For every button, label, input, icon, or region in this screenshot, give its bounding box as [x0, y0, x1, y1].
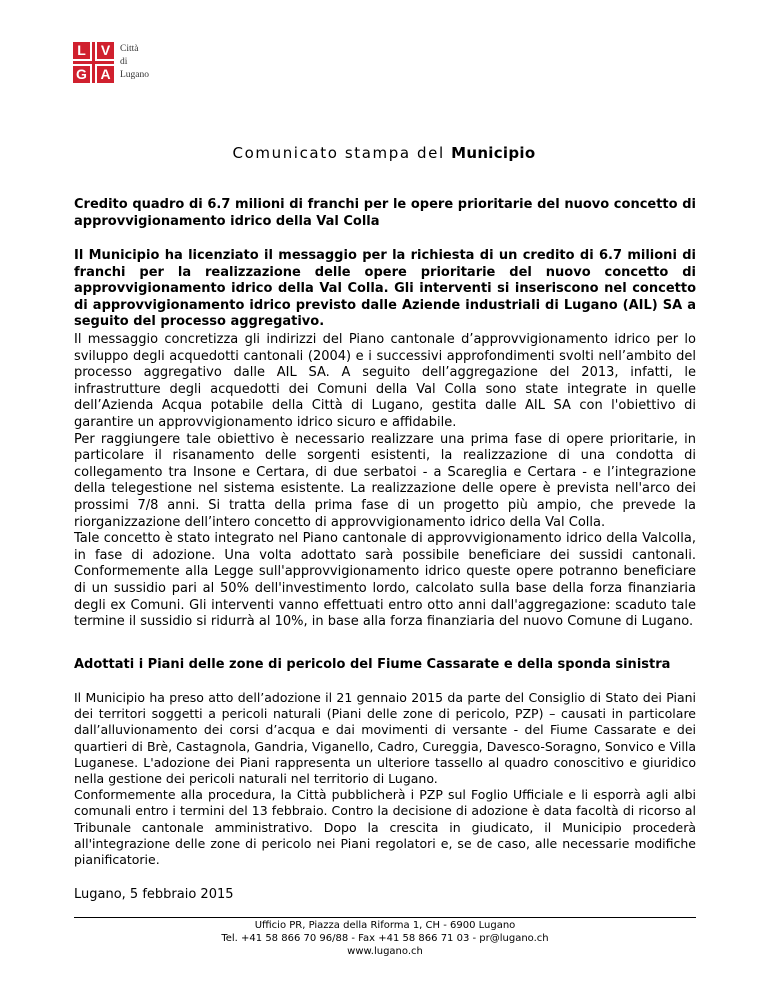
section2-body: [74, 690, 696, 868]
footer-address: Ufficio PR, Piazza della Riforma 1, CH - 6900 Lugano: [254, 920, 516, 931]
footer-website: www.lugano.ch: [347, 946, 423, 957]
section1-lead-block: [74, 248, 696, 331]
section1-body: [74, 332, 696, 631]
logo-cross-horizontal: [73, 61, 114, 64]
footer-divider: [74, 917, 696, 918]
logo-letter-v: V: [97, 42, 114, 59]
section1-title-block: [74, 197, 696, 230]
heading-emphasis: Municipio: [451, 144, 536, 162]
section1-lead: Il Municipio ha licenziato il messaggio per la richiesta di un credito di 6.7 milioni di franchi per la realizzazione delle opere prioritarie del nuovo concetto di approvvigionamento idrico della Val Colla. Gli interventi si inseriscono nel concetto di approvvigionamento idrico previsto dalle Aziende industriali di Lugano (AIL) SA a seguito del processo aggregativo.: [74, 248, 696, 330]
logo-letter-g: G: [73, 66, 90, 83]
section1-paragraph-3: Tale concetto è stato integrato nel Piano cantonale di approvvigionamento idrico della Valcolla, in fase di adozione. Una volta adottato sarà possibile beneficiare dei sussidi cantonali. Conformemente alla Legge sull'approvvigionamento idrico queste opere potranno beneficiare di un sussidio pari al 50% dell'investimento lordo, calcolato sulla base della forza finanziaria degli ex Comuni. Gli interventi vanno effettuati entro otto anni dall'aggregazione: scaduto tale termine il sussidio si ridurrà al 10%, in base alla forza finanziaria del nuovo Comune di Lugano.: [74, 531, 696, 630]
press-release-heading: [0, 144, 768, 162]
logo-city-name: [120, 43, 149, 82]
heading-prefix: Comunicato stampa del: [232, 144, 452, 162]
section2-paragraph-2: Conformemente alla procedura, la Città pubblicherà i PZP sul Foglio Ufficiale e li esporrà agli albi comunali entro i termini del 13 febbraio. Contro la decisione di adozione è data facoltà di ricorso al Tribunale cantonale amministrativo. Dopo la crescita in giudicato, il Municipio procederà all'integrazione delle zone di pericolo nei Piani regolatori e, se de caso, alle necessarie modifiche pianificatorie.: [74, 787, 696, 868]
section2-paragraph-1: Il Municipio ha preso atto dell’adozione il 21 gennaio 2015 da parte del Consiglio di Stato dei Piani dei territori soggetti a pericoli naturali (Piani delle zone di pericolo, PZP) – causati in particolare dall’alluvionamento dei corsi d’acqua e dai movimenti di versante - del Fiume Cassarate e dei quartieri di Brè, Castagnola, Gandria, Viganello, Cadro, Cureggia, Davesco-Soragno, Sonvico e Villa Luganese. L'adozione dei Piani rappresenta un ulteriore tassello al quadro conoscitivo e giuridico nella gestione dei pericoli naturali nel territorio di Lugano.: [74, 690, 696, 787]
logo-emblem: [73, 42, 114, 83]
logo-letter-a: A: [97, 66, 114, 83]
logo-city-line-1: Città: [120, 44, 139, 54]
section2-title-block: [74, 657, 696, 674]
section1-title: Credito quadro di 6.7 milioni di franchi per le opere prioritarie del nuovo concetto di approvvigionamento idrico della Val Colla: [74, 197, 696, 229]
section2-title: Adottati i Piani delle zone di pericolo del Fiume Cassarate e della sponda sinistra: [74, 657, 671, 672]
logo-letter-l: L: [73, 42, 90, 59]
city-logo: [73, 42, 163, 84]
section1-paragraph-1: Il messaggio concretizza gli indirizzi del Piano cantonale d’approvvigionamento idrico per lo sviluppo degli acquedotti cantonali (2004) e i successivi approfondimenti svolti nell’ambito del processo aggregativo dalle AIL SA. A seguito dell’aggregazione del 2013, infatti, le infrastrutture degli acquedotti dei Comuni della Val Colla sono state integrate in quelle dell’Azienda Acqua potabile della Città di Lugano, gestita dalle AIL SA con l'obiettivo di garantire un approvvigionamento idrico sicuro e affidabile.: [74, 332, 696, 430]
footer-contacts: Tel. +41 58 866 70 96/88 - Fax +41 58 866 71 03 - pr@lugano.ch: [221, 933, 549, 944]
footer: [74, 919, 696, 958]
logo-city-line-3: Lugano: [120, 70, 150, 80]
section1-paragraph-2: Per raggiungere tale obiettivo è necessario realizzare una prima fase di opere prioritarie, in particolare il risanamento delle sorgenti esistenti, la realizzazione di una condotta di collegamento tra Insone e Certara, di due serbatoi - a Scareglia e Certara - e l’integrazione della telegestione nel sistema esistente. La realizzazione delle opere è prevista nell'arco dei prossimi 7/8 anni. Si tratta della prima fase di un progetto più ampio, che prevede la riorganizzazione dell’intero concetto di approvvigionamento idrico della Val Colla.: [74, 431, 696, 530]
logo-city-line-2: di: [120, 57, 128, 67]
release-date: Lugano, 5 febbraio 2015: [74, 887, 234, 902]
